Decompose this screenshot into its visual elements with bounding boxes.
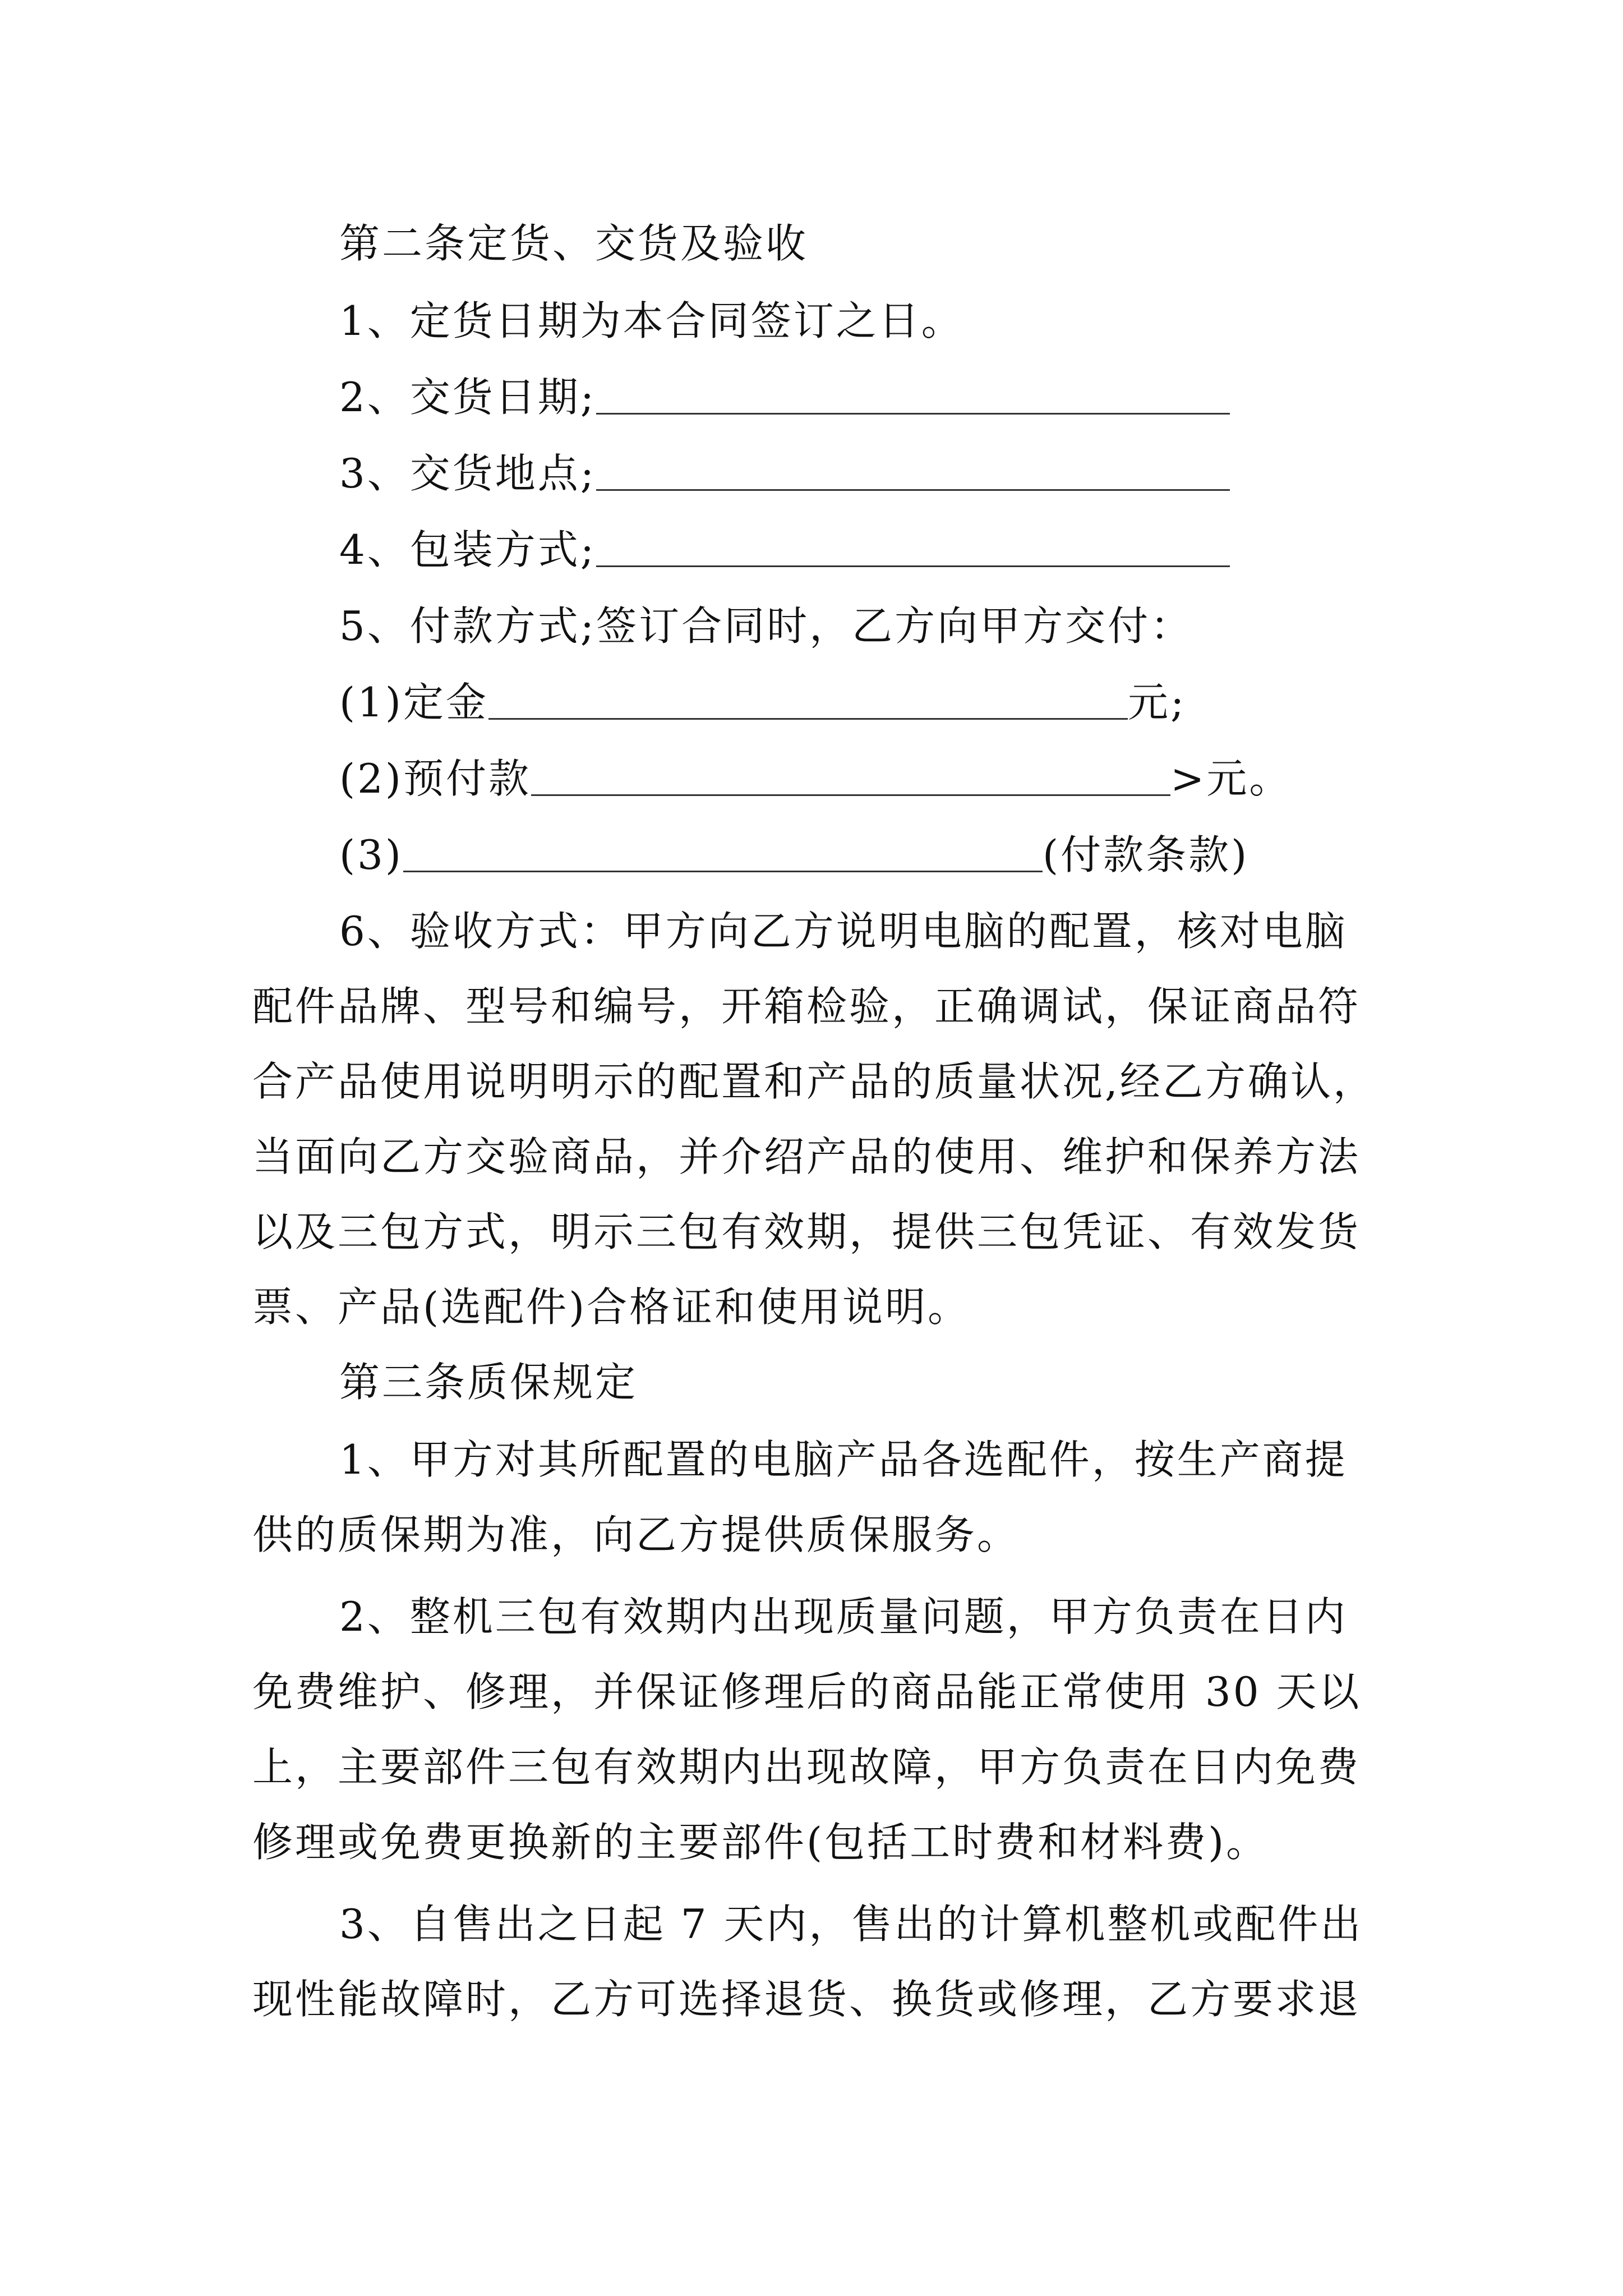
payment-other xyxy=(339,828,1249,882)
paragraph-line: 上，主要部件三包有效期内出现故障，甲方负责在日内免费 xyxy=(252,1743,1361,1791)
packaging-blank xyxy=(596,526,1230,567)
payment-advance xyxy=(339,752,1292,806)
paragraph-line: 供的质保期为准，向乙方提供质保服务。 xyxy=(252,1511,1020,1558)
clause-packaging xyxy=(339,523,1230,577)
delivery-place-blank xyxy=(596,450,1230,491)
payment-other-note: (付款条款) xyxy=(1043,831,1249,878)
deposit-blank xyxy=(488,679,1128,720)
paragraph-line: 修理或免费更换新的主要部件(包括工时费和材料费)。 xyxy=(252,1819,1269,1866)
payment-deposit-label: (1)定金 xyxy=(339,679,488,726)
clause-delivery-date-label: 2、交货日期; xyxy=(339,374,597,421)
paragraph-line: 合产品使用说明明示的配置和产品的质量状况,经乙方确认， xyxy=(252,1058,1376,1105)
paragraph-line: 3、自售出之日起 7 天内，售出的计算机整机或配件出 xyxy=(339,1901,1363,1948)
advance-blank xyxy=(531,755,1170,796)
paragraph-line: 现性能故障时，乙方可选择退货、换货或修理，乙方要求退 xyxy=(252,1976,1361,2023)
payment-advance-unit: >元。 xyxy=(1170,755,1292,802)
clause-delivery-place-label: 3、交货地点; xyxy=(339,450,597,497)
clause-payment-method: 5、付款方式;签订合同时，乙方向甲方交付： xyxy=(339,602,1193,650)
section-heading-2: 第二条定货、交货及验收 xyxy=(339,220,809,267)
clause-delivery-date xyxy=(339,370,1230,424)
paragraph-line: 当面向乙方交验商品，并介绍产品的使用、维护和保养方法 xyxy=(252,1133,1361,1180)
clause-packaging-label: 4、包装方式; xyxy=(339,526,597,573)
paragraph-line: 配件品牌、型号和编号，开箱检验，正确调试，保证商品符 xyxy=(252,983,1361,1030)
payment-advance-label: (2)预付款 xyxy=(339,755,531,802)
paragraph-line: 1、甲方对其所配置的电脑产品各选配件，按生产商提 xyxy=(339,1436,1348,1483)
paragraph-line: 以及三包方式，明示三包有效期，提供三包凭证、有效发货 xyxy=(252,1208,1361,1255)
payment-deposit-unit: 元; xyxy=(1128,679,1187,726)
clause-order-date: 1、定货日期为本合同签订之日。 xyxy=(339,297,964,344)
payment-terms-blank xyxy=(403,831,1043,872)
clause-delivery-place xyxy=(339,447,1230,500)
payment-other-label: (3) xyxy=(339,831,403,878)
paragraph-line: 免费维护、修理，并保证修理后的商品能正常使用 30 天以 xyxy=(252,1668,1362,1715)
paragraph-line: 票、产品(选配件)合格证和使用说明。 xyxy=(252,1283,971,1331)
delivery-date-blank xyxy=(596,374,1230,415)
paragraph-line: 6、验收方式：甲方向乙方说明电脑的配置，核对电脑 xyxy=(339,908,1348,955)
section-heading-3: 第三条质保规定 xyxy=(339,1359,638,1406)
paragraph-line: 2、整机三包有效期内出现质量问题，甲方负责在日内 xyxy=(339,1593,1348,1640)
payment-deposit xyxy=(339,675,1186,729)
